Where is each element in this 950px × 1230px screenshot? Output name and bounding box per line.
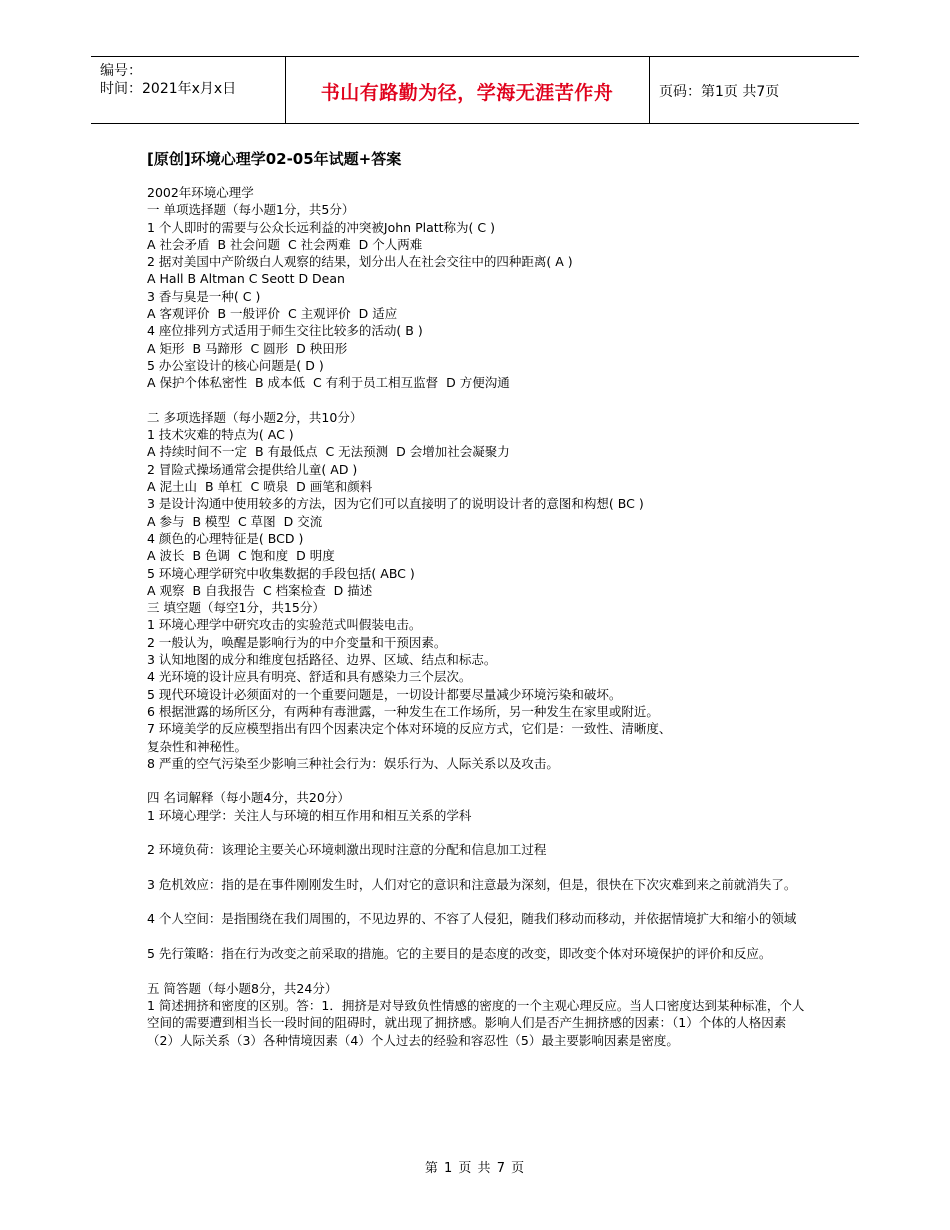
definition-item: 3 危机效应：指的是在事件刚刚发生时，人们对它的意识和注意最为深刻，但是，很快在下次灾难到来之前就消失了。 <box>147 876 797 892</box>
section-multiple-choice: 二 多项选择题（每小题2分，共10分） <box>147 409 363 425</box>
question-line: 2 冒险式操场通常会提供给儿童( AD ) <box>147 461 358 477</box>
page-footer: 第 1 页 共 7 页 <box>424 1161 526 1176</box>
question-line: 3 香与臭是一种( C ) <box>147 288 261 304</box>
header-page-info: 页码：第1页 共7页 <box>659 84 780 100</box>
options-line: A 客观评价 B 一般评价 C 主观评价 D 适应 <box>147 306 398 322</box>
fill-line: 2 一般认为，唤醒是影响行为的中介变量和干预因素。 <box>147 634 447 650</box>
definition-item: 4 个人空间：是指围绕在我们周围的，不见边界的、不容了人侵犯，随我们移动而移动，并依据情境扩大和缩小的领域 <box>147 911 797 927</box>
document-time-label: 时间：2021年x月x日 <box>100 81 237 97</box>
question-line: 4 座位排列方式适用于师生交往比较多的活动( B ) <box>147 323 423 339</box>
header-page-cell <box>649 57 859 123</box>
options-line: A Hall B Altman C Seott D Dean <box>147 271 345 287</box>
header-meta-cell <box>91 57 286 123</box>
year-heading: 2002年环境心理学 <box>147 185 254 200</box>
document-body <box>147 148 807 1049</box>
question-line: 5 环境心理学研究中收集数据的手段包括( ABC ) <box>147 565 415 581</box>
options-line: A 矩形 B 马蹄形 C 圆形 D 秧田形 <box>147 340 348 356</box>
question-line: 3 是设计沟通中使用较多的方法，因为它们可以直接明了的说明设计者的意图和构想( BC ) <box>147 496 644 512</box>
document-title: [原创]环境心理学02-05年试题+答案 <box>147 150 402 168</box>
options-line: A 波长 B 色调 C 饱和度 D 明度 <box>147 548 335 564</box>
question-line: 2 据对美国中产阶级白人观察的结果，划分出人在社会交往中的四种距离( A ) <box>147 254 573 270</box>
header-motto: 书山有路勤为径，学海无涯苦作舟 <box>320 82 614 104</box>
options-line: A 社会矛盾 B 社会问题 C 社会两难 D 个人两难 <box>147 236 423 252</box>
header-motto-cell <box>285 57 650 123</box>
options-line: A 保护个体私密性 B 成本低 C 有利于员工相互监督 D 方便沟通 <box>147 375 510 391</box>
options-line: A 观察 B 自我报告 C 档案检查 D 描述 <box>147 582 373 598</box>
definition-item: 5 先行策略：指在行为改变之前采取的措施。它的主要目的是态度的改变，即改变个体对环境保护的评价和反应。 <box>147 946 772 962</box>
question-line: 4 颜色的心理特征是( BCD ) <box>147 530 304 546</box>
document-number-label: 编号： <box>100 63 142 79</box>
page-header <box>91 56 859 124</box>
section-short-answer: 五 简答题（每小题8分，共24分） <box>147 980 338 996</box>
fill-line: 6 根据泄露的场所区分，有两种有毒泄露，一种发生在工作场所，另一种发生在家里或附近。 <box>147 703 659 719</box>
options-line: A 持续时间不一定 B 有最低点 C 无法预测 D 会增加社会凝聚力 <box>147 444 510 460</box>
short-answer-item: 1 简述拥挤和密度的区别。答：1．拥挤是对导致负性情感的密度的一个主观心理反应。当人口密度达到某种标准，个人空间的需要遭到相当长一段时间的阻碍时，就出现了拥挤感。影响人们是否产生拥挤感的因素：（1）个体的人格因素（2）人际关系（3）各种情境因素（4）个人过去的经验和容忍性（5）最主要影响因素是密度。 <box>147 997 805 1048</box>
options-line: A 参与 B 模型 C 草图 D 交流 <box>147 513 323 529</box>
question-line: 1 技术灾难的特点为( AC ) <box>147 427 294 443</box>
fill-line: 1 环境心理学中研究攻击的实验范式叫假装电击。 <box>147 617 422 633</box>
definition-item: 2 环境负荷：该理论主要关心环境刺激出现时注意的分配和信息加工过程 <box>147 842 547 858</box>
section-fill-blank: 三 填空题（每空1分，共15分） <box>147 600 325 616</box>
section-single-choice: 一 单项选择题（每小题1分，共5分） <box>147 202 355 218</box>
fill-line: 3 认知地图的成分和维度包括路径、边界、区域、结点和标志。 <box>147 652 497 668</box>
section-definitions: 四 名词解释（每小题4分，共20分） <box>147 790 350 806</box>
fill-line: 复杂性和神秘性。 <box>147 738 248 754</box>
options-line: A 泥土山 B 单杠 C 喷泉 D 画笔和颜料 <box>147 479 373 495</box>
definition-item: 1 环境心理学：关注人与环境的相互作用和相互关系的学科 <box>147 807 472 823</box>
fill-line: 5 现代环境设计必须面对的一个重要问题是，一切设计都要尽量减少环境污染和破坏。 <box>147 686 622 702</box>
fill-line: 7 环境美学的反应模型指出有四个因素决定个体对环境的反应方式，它们是：一致性、清晰度、 <box>147 721 672 737</box>
question-line: 1 个人即时的需要与公众长远利益的冲突被John Platt称为( C ) <box>147 219 495 235</box>
question-line: 5 办公室设计的核心问题是( D ) <box>147 357 324 373</box>
fill-line: 8 严重的空气污染至少影响三种社会行为：娱乐行为、人际关系以及攻击。 <box>147 755 559 771</box>
fill-line: 4 光环境的设计应具有明亮、舒适和具有感染力三个层次。 <box>147 669 472 685</box>
